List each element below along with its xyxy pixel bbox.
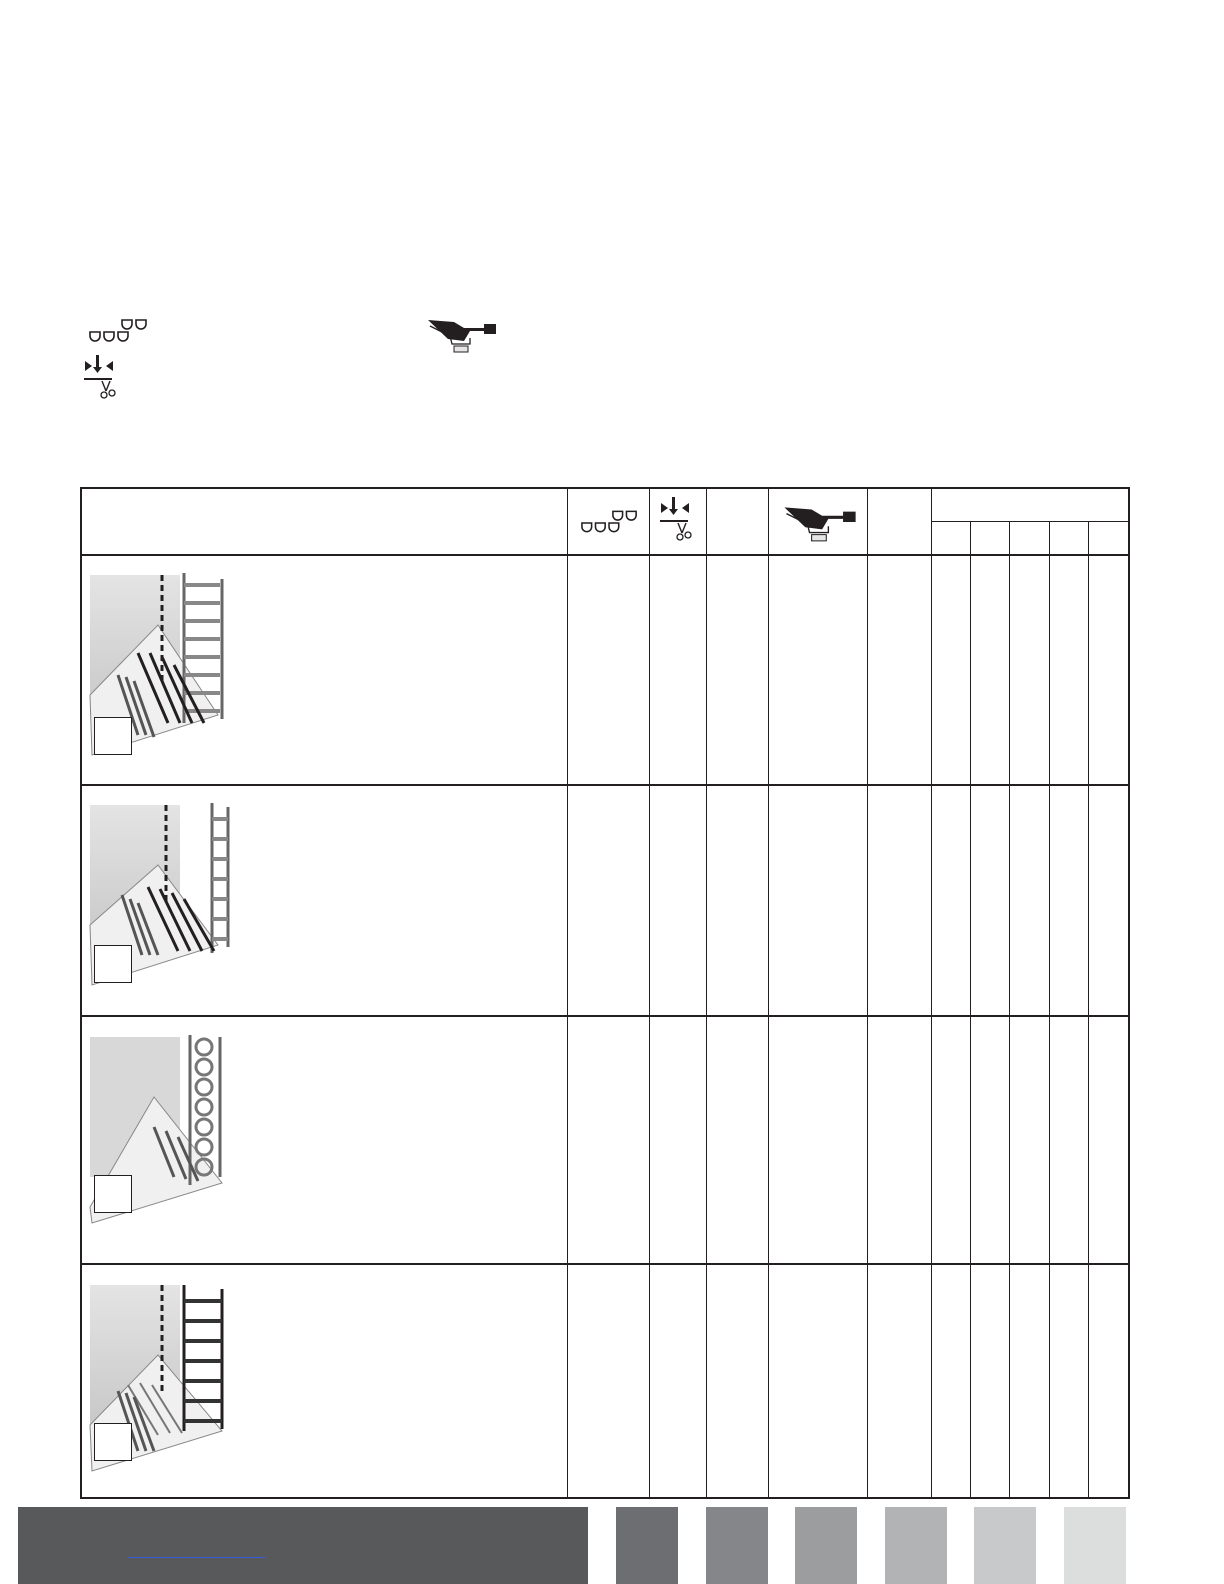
- footer-color-swatch: [885, 1507, 947, 1584]
- header-presser-foot-icon: [780, 499, 860, 548]
- header-row-divider: [82, 554, 1130, 556]
- column-divider: [970, 521, 971, 1499]
- header-needle-cutting-width-icon: [658, 497, 698, 550]
- legend-looper-thread-icon: [88, 316, 150, 346]
- column-divider: [768, 489, 769, 1499]
- column-divider: [1009, 521, 1010, 1499]
- footer-bar: [18, 1507, 588, 1584]
- footer-color-swatch: [616, 1507, 678, 1584]
- column-divider: [706, 489, 707, 1499]
- footer-color-swatch: [1064, 1507, 1126, 1584]
- footer-color-swatch: [974, 1507, 1036, 1584]
- stitch-number-box: [94, 1175, 132, 1213]
- footer-color-swatch: [706, 1507, 768, 1584]
- column-divider: [567, 489, 568, 1499]
- stitch-number-box: [94, 945, 132, 983]
- stitch-settings-table: [80, 487, 1130, 1499]
- row-divider: [82, 1015, 1130, 1017]
- footer-link-underline[interactable]: [128, 1557, 266, 1558]
- row-divider: [82, 1263, 1130, 1265]
- column-divider: [931, 489, 932, 1499]
- header-looper-thread-icon: [580, 507, 640, 542]
- column-divider: [649, 489, 650, 1499]
- footer-color-swatch: [795, 1507, 857, 1584]
- column-divider: [1049, 521, 1050, 1499]
- legend-presser-foot-icon: [426, 312, 498, 354]
- row-divider: [82, 784, 1130, 786]
- legend-needle-cutting-width-icon: [82, 355, 122, 403]
- column-divider: [1088, 521, 1089, 1499]
- column-divider: [867, 489, 868, 1499]
- stitch-number-box: [94, 717, 132, 755]
- stitch-number-box: [94, 1423, 132, 1461]
- group-header-divider: [931, 521, 1130, 522]
